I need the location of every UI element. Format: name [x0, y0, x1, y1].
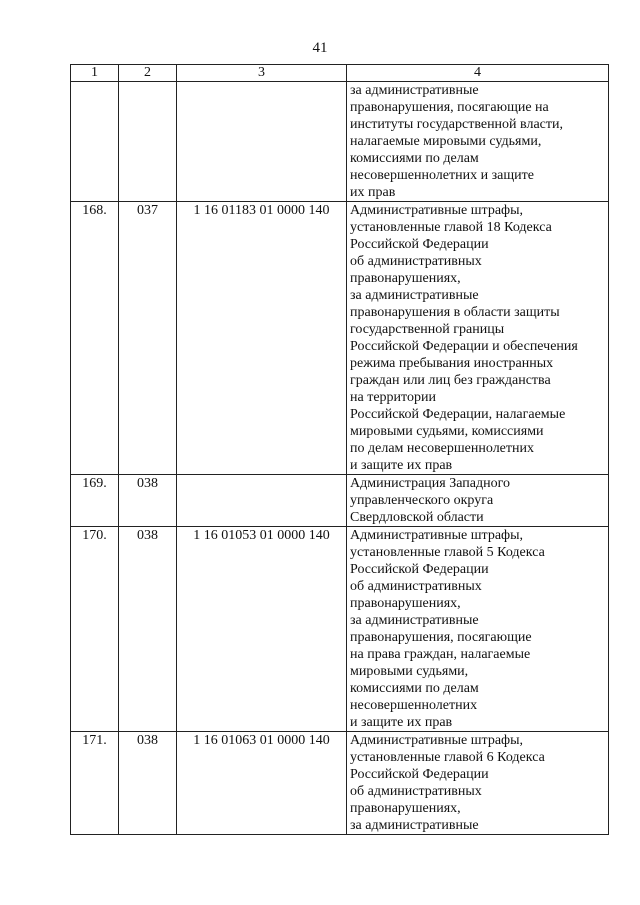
admin-code-cell: 037	[119, 202, 177, 475]
description-line: институты государственной власти,	[350, 117, 563, 132]
row-number-cell	[71, 82, 119, 202]
budget-code-cell	[177, 82, 347, 202]
description-line: комиссиями по делам	[350, 681, 479, 696]
budget-code-cell: 1 16 01063 01 0000 140	[177, 732, 347, 835]
description-line: государственной границы	[350, 322, 505, 337]
admin-code-cell: 038	[119, 475, 177, 527]
description-cell	[347, 732, 609, 835]
admin-code-cell: 038	[119, 527, 177, 732]
row-number-cell: 171.	[71, 732, 119, 835]
budget-code-table	[70, 64, 609, 835]
description-line: на права граждан, налагаемые	[350, 647, 531, 662]
description-line: и защите их прав	[350, 715, 453, 730]
description-line: несовершеннолетних	[350, 698, 478, 713]
page-number: 41	[312, 40, 328, 56]
description-line: за административные	[350, 83, 479, 98]
budget-code-cell: 1 16 01183 01 0000 140	[177, 202, 347, 475]
description-line: Российской Федерации	[350, 767, 489, 782]
description-line: и защите их прав	[350, 458, 453, 473]
budget-code-cell: 1 16 01053 01 0000 140	[177, 527, 347, 732]
table-row	[71, 202, 609, 475]
row-number-cell: 168.	[71, 202, 119, 475]
description-line: мировыми судьями,	[350, 664, 469, 679]
description-line: Свердловской области	[350, 510, 484, 525]
description-line: управленческого округа	[350, 493, 494, 508]
description-line: за административные	[350, 818, 479, 833]
description-line: установленные главой 5 Кодекса	[350, 545, 545, 560]
description-line: Административные штрафы,	[350, 203, 524, 218]
description-line: их прав	[350, 185, 396, 200]
admin-code-cell	[119, 82, 177, 202]
description-line: Российской Федерации	[350, 237, 489, 252]
description-line: по делам несовершеннолетних	[350, 441, 534, 456]
description-line: режима пребывания иностранных	[350, 356, 554, 371]
description-line: правонарушениях,	[350, 801, 461, 816]
description-line: за административные	[350, 288, 479, 303]
description-line: Российской Федерации и обеспечения	[350, 339, 578, 354]
column-header-3: 3	[177, 65, 347, 82]
admin-code-cell: 038	[119, 732, 177, 835]
column-header-1: 1	[71, 65, 119, 82]
row-number-cell: 170.	[71, 527, 119, 732]
description-line: Административные штрафы,	[350, 528, 524, 543]
column-header-2: 2	[119, 65, 177, 82]
description-line: об административных	[350, 579, 482, 594]
description-line: правонарушения, посягающие	[350, 630, 532, 645]
description-cell	[347, 475, 609, 527]
description-line: комиссиями по делам	[350, 151, 479, 166]
budget-code-cell	[177, 475, 347, 527]
description-line: об административных	[350, 784, 482, 799]
description-line: об административных	[350, 254, 482, 269]
description-line: установленные главой 18 Кодекса	[350, 220, 552, 235]
description-line: правонарушения в области защиты	[350, 305, 560, 320]
row-number-cell: 169.	[71, 475, 119, 527]
description-line: на территории	[350, 390, 436, 405]
description-cell	[347, 202, 609, 475]
description-line: правонарушениях,	[350, 596, 461, 611]
description-line: несовершеннолетних и защите	[350, 168, 534, 183]
description-cell	[347, 527, 609, 732]
table-row	[71, 475, 609, 527]
description-line: Российской Федерации, налагаемые	[350, 407, 566, 422]
description-line: граждан или лиц без гражданства	[350, 373, 551, 388]
description-line: мировыми судьями, комиссиями	[350, 424, 544, 439]
description-line: установленные главой 6 Кодекса	[350, 750, 545, 765]
description-line: налагаемые мировыми судьями,	[350, 134, 542, 149]
description-line: Административные штрафы,	[350, 733, 524, 748]
table-row	[71, 527, 609, 732]
table-header-row	[71, 65, 609, 82]
description-line: Российской Федерации	[350, 562, 489, 577]
description-cell	[347, 82, 609, 202]
description-line: Администрация Западного	[350, 476, 510, 491]
table-row	[71, 732, 609, 835]
description-line: правонарушения, посягающие на	[350, 100, 549, 115]
column-header-4: 4	[347, 65, 609, 82]
description-line: за административные	[350, 613, 479, 628]
table-row	[71, 82, 609, 202]
description-line: правонарушениях,	[350, 271, 461, 286]
